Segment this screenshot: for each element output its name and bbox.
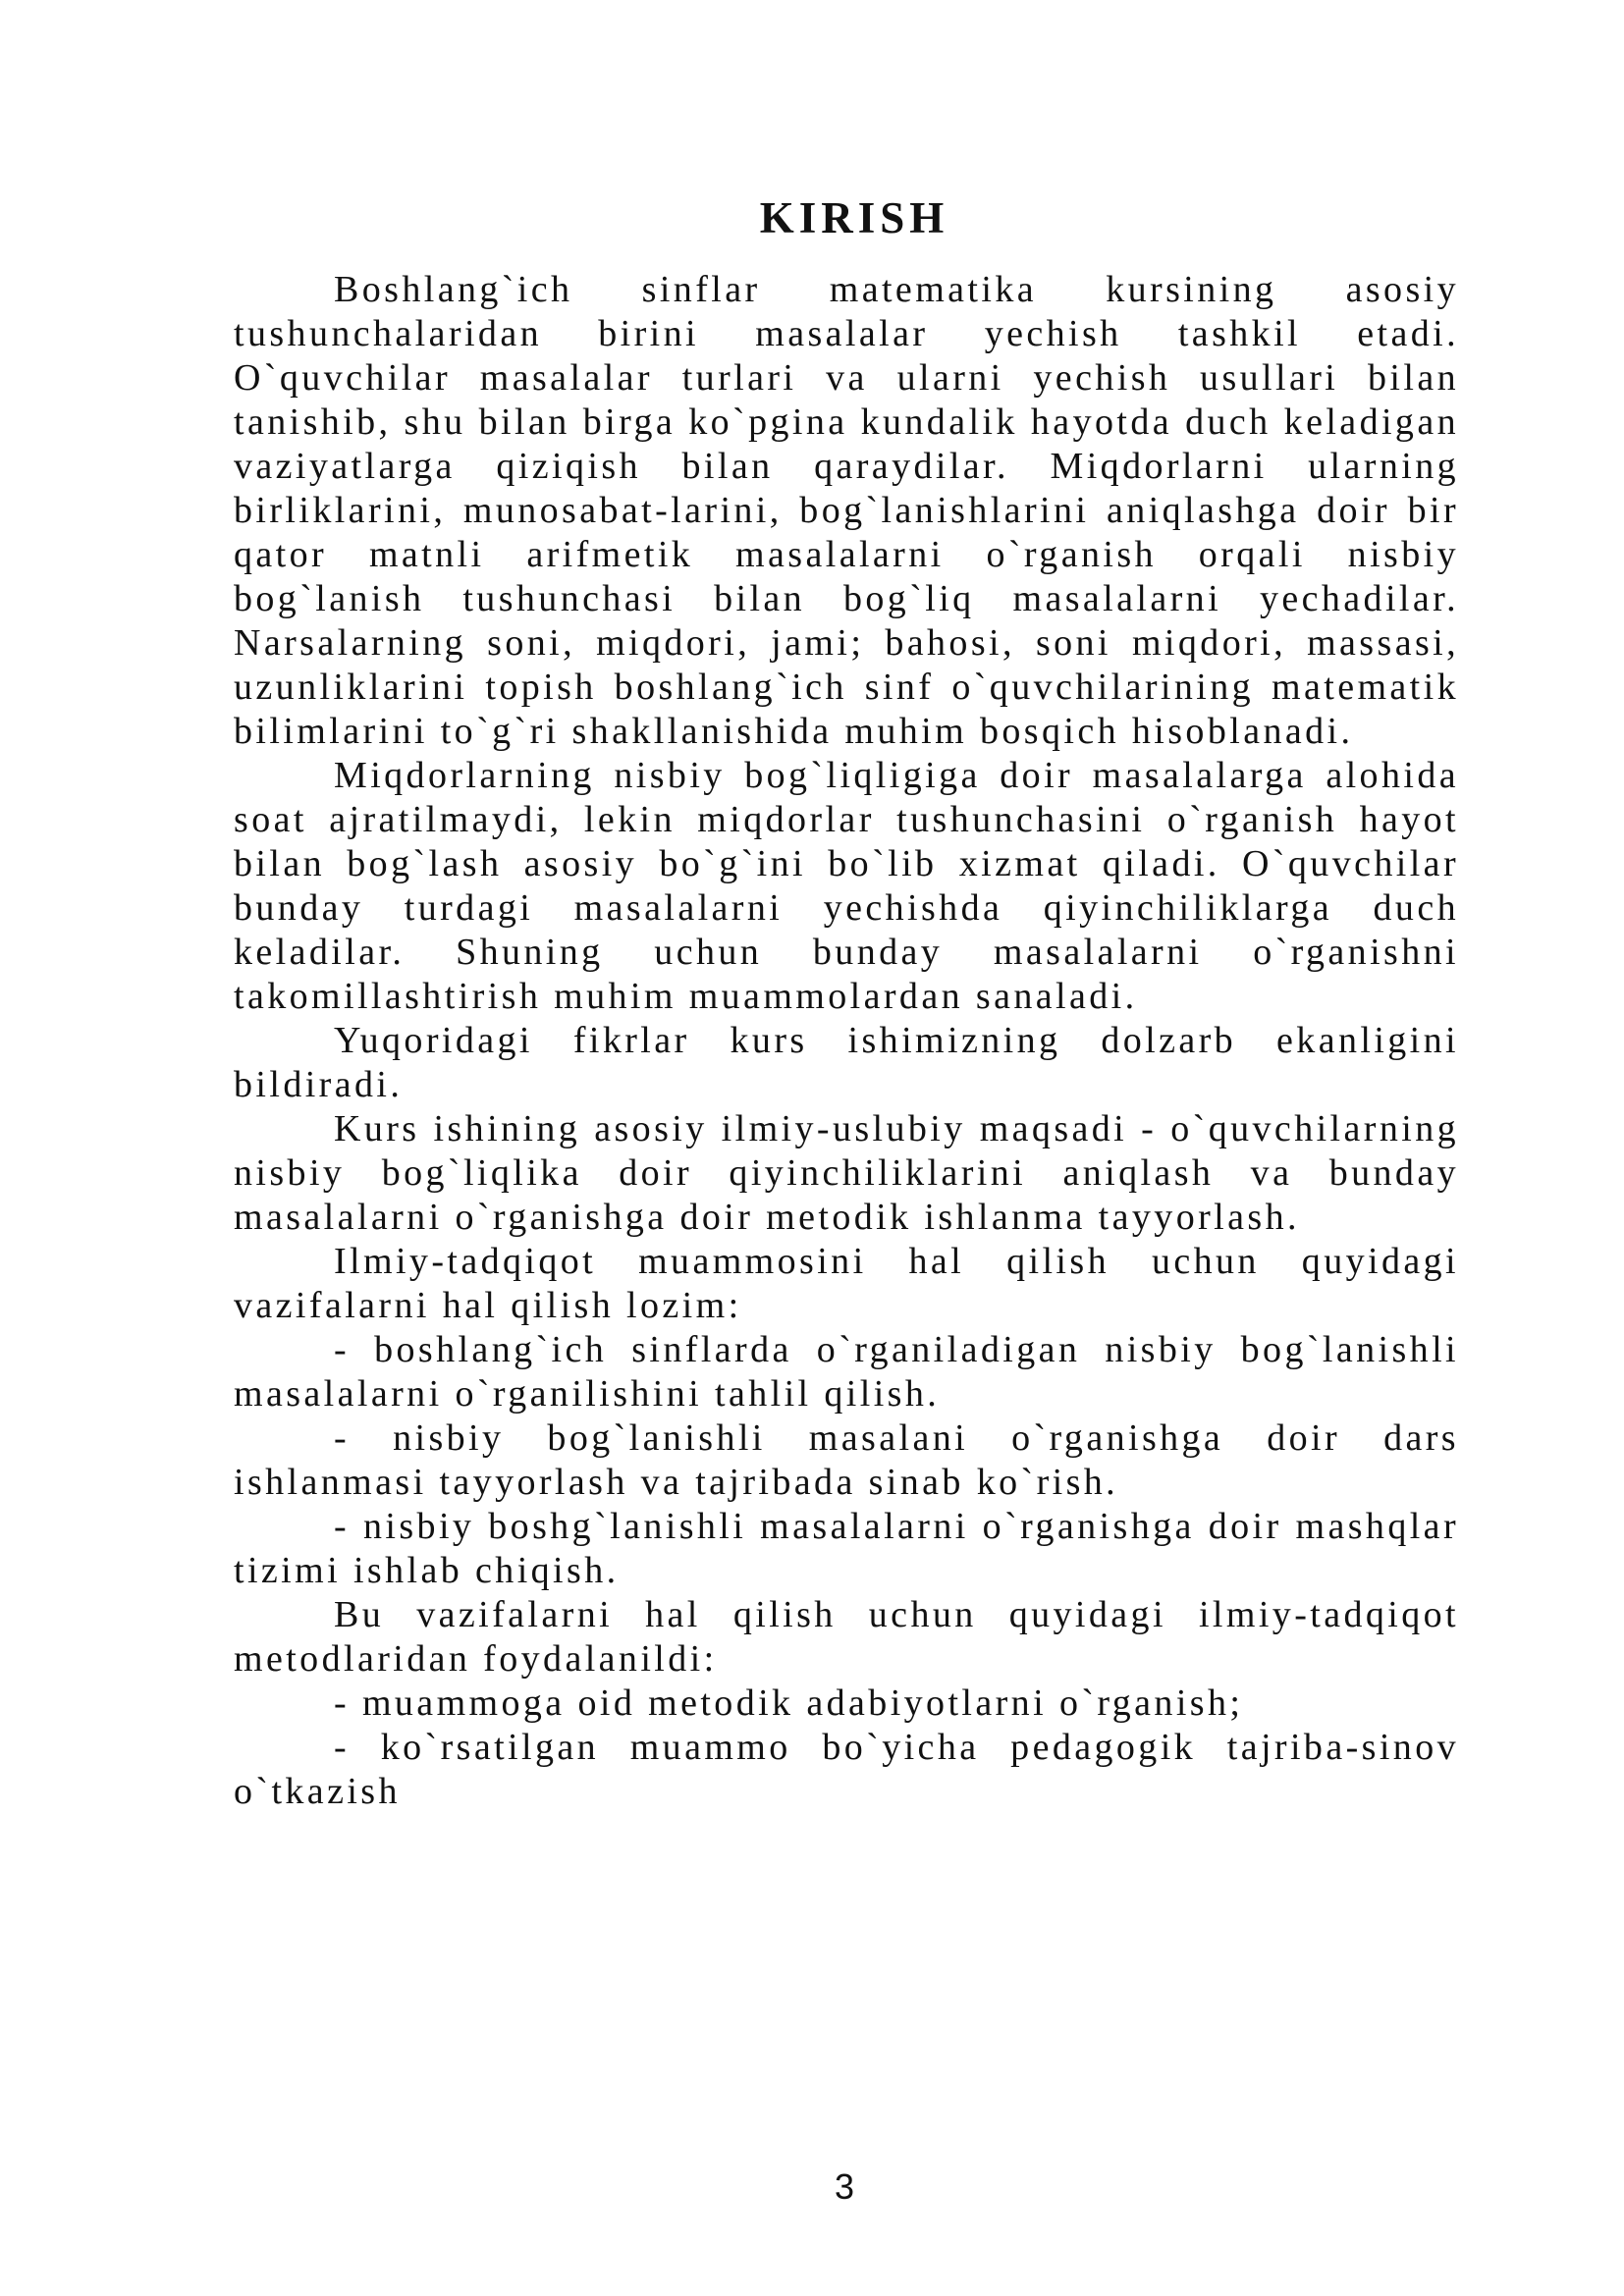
- paragraph-methods-intro: Bu vazifalarni hal qilish uchun quyidagi ilmiy-tadqiqot metodlaridan foydalanildi:: [234, 1594, 1459, 1680]
- paragraph-intro: Boshlang`ich sinflar matematika kursining asosiy tushunchalaridan birini masalalar yechish tashkil etadi. O`quvchilar masalalar turlari va ularni yechish usullari bilan tanishib, shu bilan birga ko`pgina kundalik hayotda duch keladigan vaziyatlarga qiziqish bilan qaraydilar. Miqdorlarni ularning birliklarini, munosabat-larini, bog`lanishlarini aniqlashga doir bir qator matnli arifmetik masalalarni o`rganish orqali nisbiy bog`lanish tushunchasi bilan bog`liq masalalarni yechadilar. Narsalarning soni, miqdori, jami; bahosi, soni miqdori, massasi, uzunliklarini topish boshlang`ich sinf o`quvchilarining matematik bilimlarini to`g`ri shakllanishida muhim bosqich hisoblanadi.: [234, 269, 1459, 752]
- body-text: [234, 268, 1459, 1814]
- list-item-method-2: - ko`rsatilgan muammo bo`yicha pedagogik tajriba-sinov o`tkazish: [234, 1727, 1459, 1812]
- paragraph-urgency: Yuqoridagi fikrlar kurs ishimizning dolzarb ekanligini bildiradi.: [234, 1020, 1459, 1105]
- paragraph-goal: Kurs ishining asosiy ilmiy-uslubiy maqsadi - o`quvchilarning nisbiy bog`liqlika doir qiyinchiliklarini aniqlash va bunday masalalarni o`rganishga doir metodik ishlanma tayyorlash.: [234, 1108, 1459, 1238]
- list-item-method-1: - muammoga oid metodik adabiyotlarni o`rganish;: [334, 1682, 1244, 1724]
- paragraph-tasks-intro: Ilmiy-tadqiqot muammosini hal qilish uchun quyidagi vazifalarni hal qilish lozim:: [234, 1241, 1459, 1326]
- list-item-task-2: - nisbiy bog`lanishli masalani o`rganishga doir dars ishlanmasi tayyorlash va tajribada sinab ko`rish.: [234, 1417, 1459, 1503]
- page-heading: KIRISH: [759, 193, 949, 242]
- list-item-task-1: - boshlang`ich sinflarda o`rganiladigan nisbiy bog`lanishli masalalarni o`rganilishini tahlil qilish.: [234, 1329, 1459, 1415]
- paragraph-relevance: Miqdorlarning nisbiy bog`liqligiga doir masalalarga alohida soat ajratilmaydi, lekin miqdorlar tushunchasini o`rganish hayot bilan bog`lash asosiy bo`g`ini bo`lib xizmat qiladi. O`quvchilar bunday turdagi masalalarni yechishda qiyinchiliklarga duch keladilar. Shuning uchun bunday masalalarni o`rganishni takomillashtirish muhim muammolardan sanaladi.: [234, 755, 1459, 1017]
- list-item-task-3: - nisbiy boshg`lanishli masalalarni o`rganishga doir mashqlar tizimi ishlab chiqish.: [234, 1506, 1459, 1591]
- page-number: 3: [834, 2166, 855, 2207]
